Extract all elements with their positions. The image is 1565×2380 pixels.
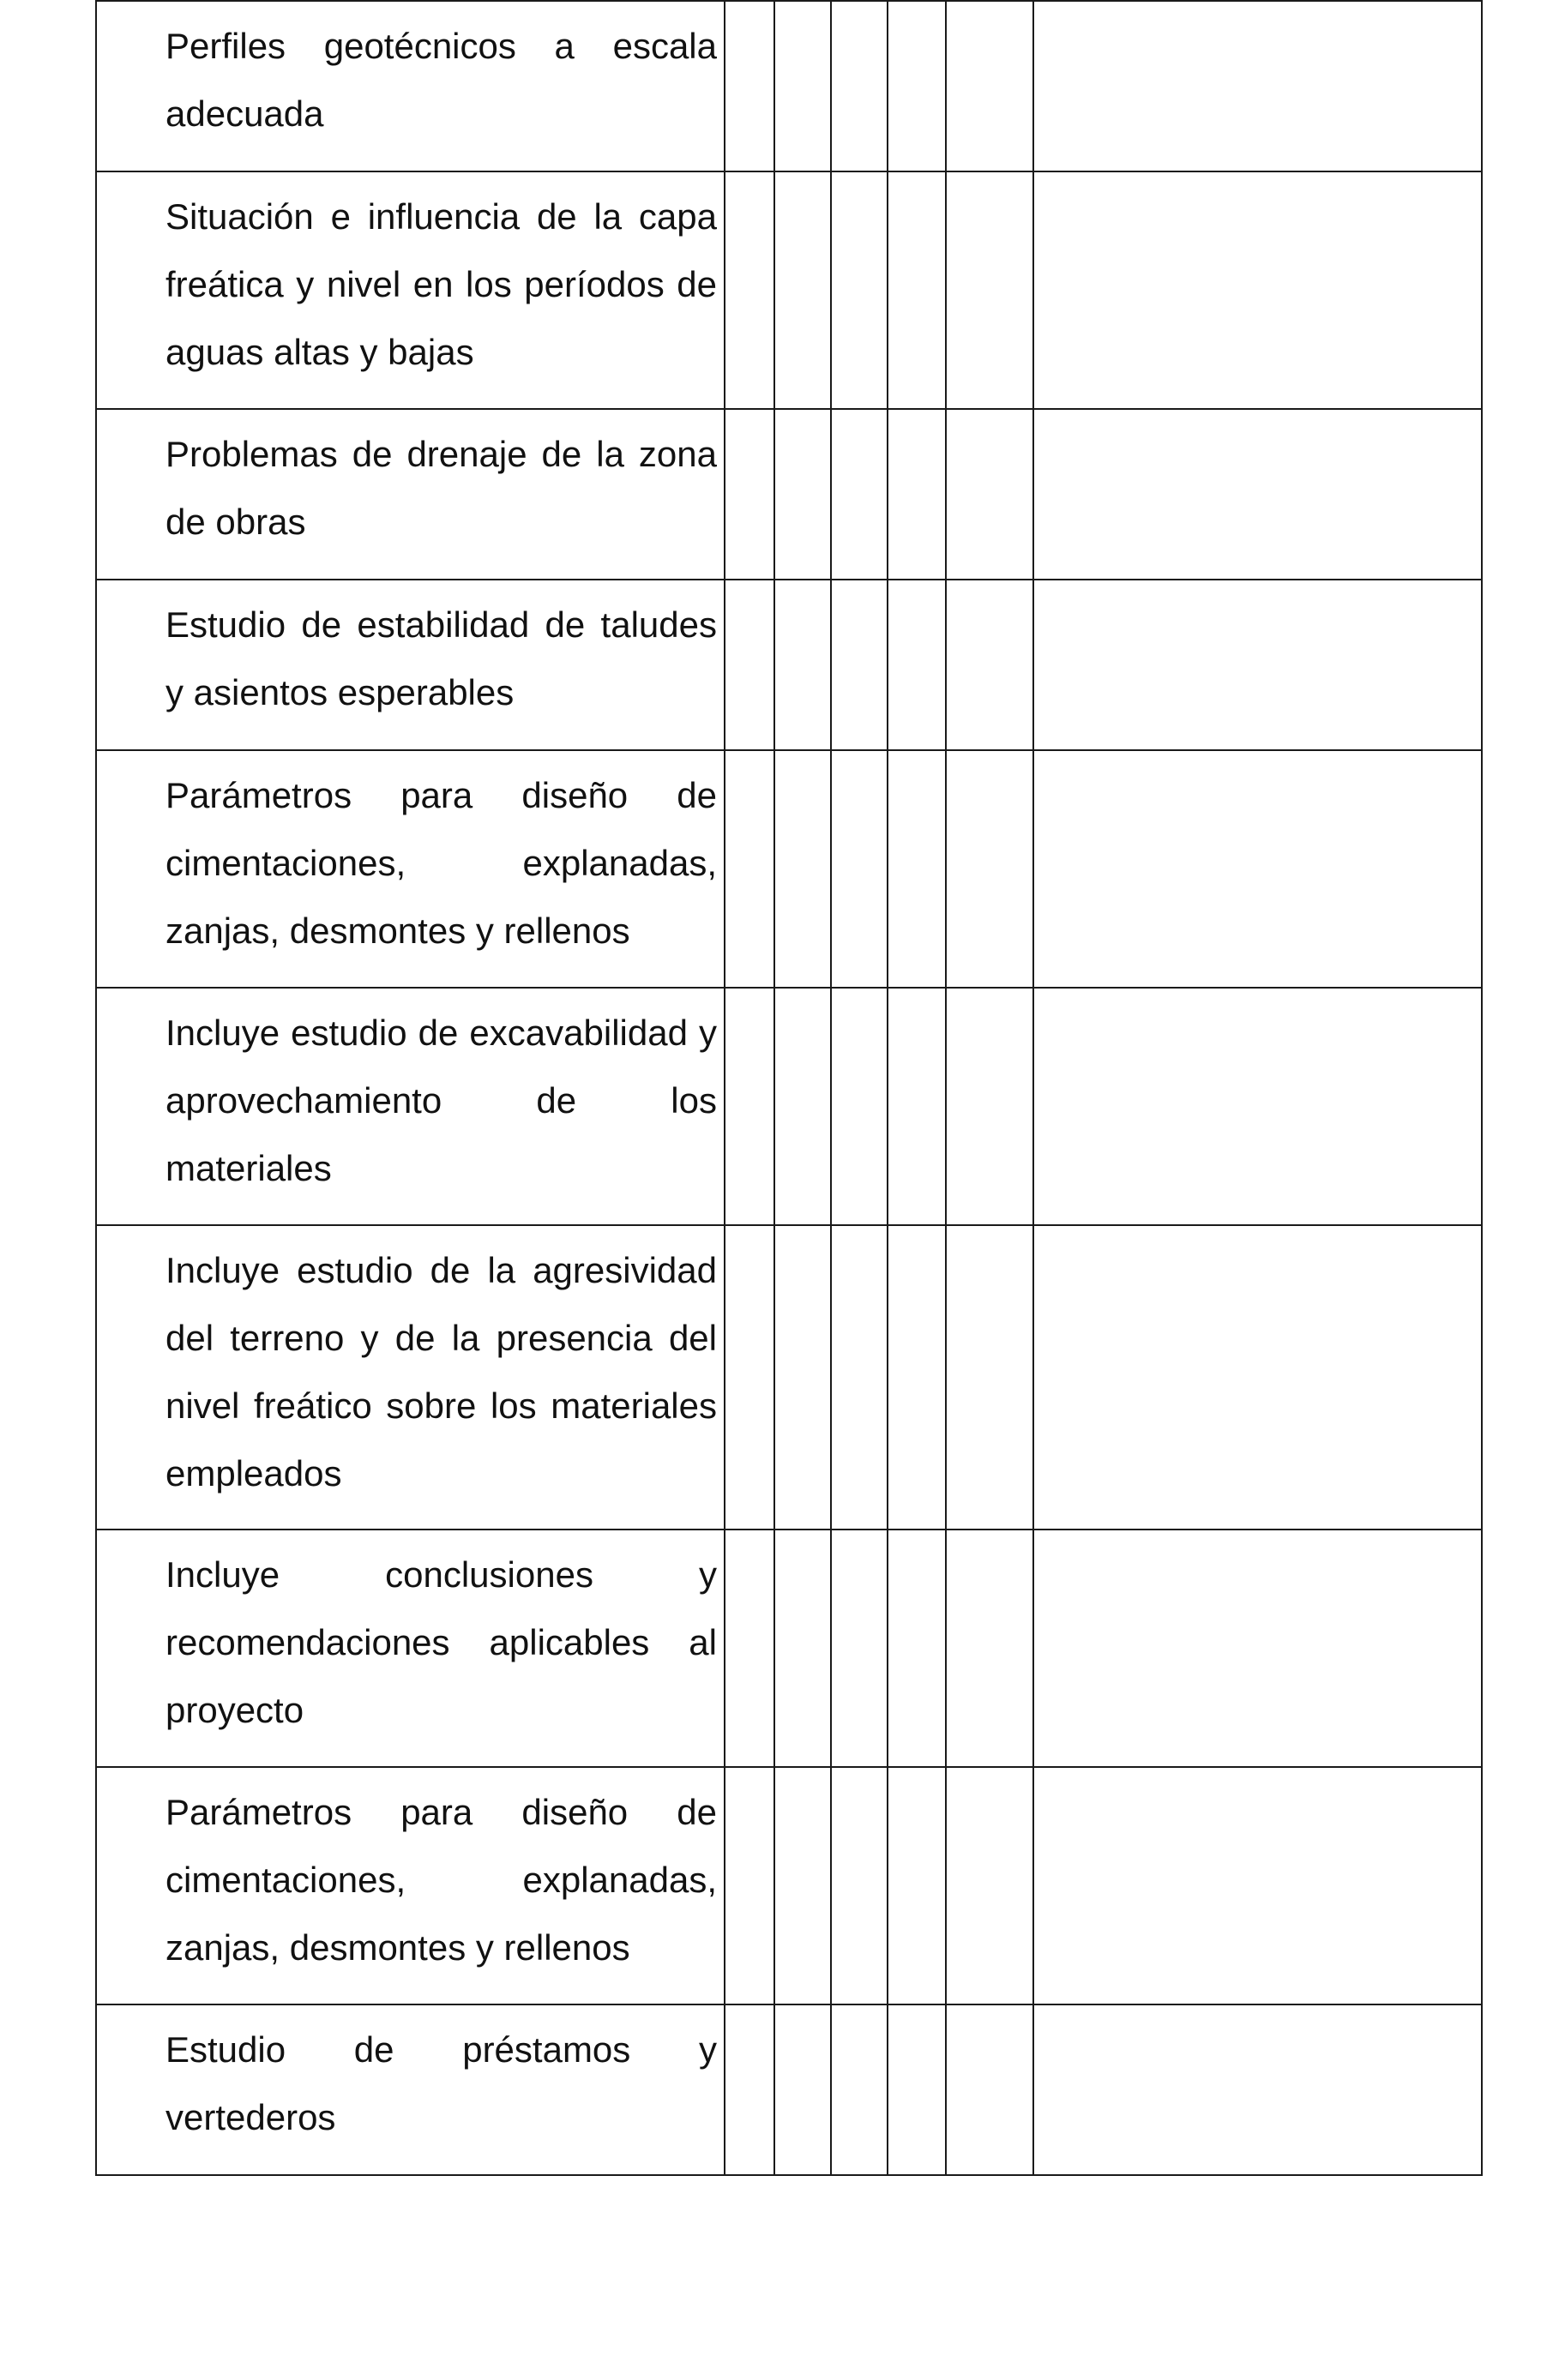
check-cell[interactable]: [774, 750, 831, 988]
item-text: Parámetros para diseño de cimentaciones, explanadas, zanjas, desmontes y rellenos: [166, 1792, 717, 1968]
table-row: [96, 988, 1482, 1225]
table-row: [96, 1767, 1482, 2004]
table-row: [96, 1530, 1482, 1767]
check-cell[interactable]: [946, 1, 1033, 171]
check-cell[interactable]: [946, 1225, 1033, 1530]
check-cell[interactable]: [946, 580, 1033, 750]
check-cell[interactable]: [725, 1530, 774, 1767]
check-cell[interactable]: [946, 2004, 1033, 2175]
item-cell: [96, 988, 725, 1225]
check-cell[interactable]: [725, 171, 774, 409]
check-cell[interactable]: [725, 1225, 774, 1530]
table-row: [96, 1225, 1482, 1530]
check-cell[interactable]: [725, 1767, 774, 2004]
item-cell: [96, 750, 725, 988]
check-cell[interactable]: [888, 409, 946, 580]
item-text: Incluye estudio de excavabilidad y aprovechamiento de los materiales: [166, 1013, 717, 1188]
check-cell[interactable]: [831, 580, 888, 750]
check-cell[interactable]: [831, 409, 888, 580]
check-cell[interactable]: [774, 1530, 831, 1767]
check-cell[interactable]: [774, 988, 831, 1225]
check-cell[interactable]: [888, 1, 946, 171]
observations-cell[interactable]: [1033, 1225, 1482, 1530]
check-cell[interactable]: [774, 171, 831, 409]
observations-cell[interactable]: [1033, 988, 1482, 1225]
check-cell[interactable]: [774, 580, 831, 750]
check-cell[interactable]: [725, 409, 774, 580]
checklist-table: [95, 0, 1483, 2176]
item-cell: [96, 1, 725, 171]
observations-cell[interactable]: [1033, 750, 1482, 988]
check-cell[interactable]: [831, 1, 888, 171]
table-row: [96, 750, 1482, 988]
check-cell[interactable]: [774, 1, 831, 171]
check-cell[interactable]: [831, 988, 888, 1225]
check-cell[interactable]: [774, 2004, 831, 2175]
check-cell[interactable]: [725, 1, 774, 171]
check-cell[interactable]: [831, 1225, 888, 1530]
check-cell[interactable]: [831, 1767, 888, 2004]
table-row: [96, 580, 1482, 750]
observations-cell[interactable]: [1033, 580, 1482, 750]
check-cell[interactable]: [725, 750, 774, 988]
item-text: Problemas de drenaje de la zona de obras: [166, 434, 717, 542]
check-cell[interactable]: [831, 2004, 888, 2175]
item-cell: [96, 1530, 725, 1767]
observations-cell[interactable]: [1033, 1767, 1482, 2004]
observations-cell[interactable]: [1033, 171, 1482, 409]
check-cell[interactable]: [888, 2004, 946, 2175]
check-cell[interactable]: [888, 580, 946, 750]
item-cell: [96, 580, 725, 750]
check-cell[interactable]: [888, 1767, 946, 2004]
check-cell[interactable]: [725, 580, 774, 750]
check-cell[interactable]: [725, 2004, 774, 2175]
item-text: Perfiles geotécnicos a escala adecuada: [166, 26, 717, 134]
check-cell[interactable]: [946, 171, 1033, 409]
check-cell[interactable]: [946, 988, 1033, 1225]
check-cell[interactable]: [946, 750, 1033, 988]
checklist-body: [96, 1, 1482, 2175]
item-text: Estudio de estabilidad de taludes y asientos esperables: [166, 604, 717, 712]
item-cell: [96, 2004, 725, 2175]
check-cell[interactable]: [774, 1767, 831, 2004]
item-text: Situación e influencia de la capa freática y nivel en los períodos de aguas altas y bajas: [166, 196, 717, 372]
check-cell[interactable]: [888, 988, 946, 1225]
item-text: Incluye conclusiones y recomendaciones aplicables al proyecto: [166, 1554, 717, 1730]
check-cell[interactable]: [888, 1225, 946, 1530]
check-cell[interactable]: [946, 1530, 1033, 1767]
check-cell[interactable]: [725, 988, 774, 1225]
table-row: [96, 171, 1482, 409]
table-row: [96, 2004, 1482, 2175]
check-cell[interactable]: [831, 1530, 888, 1767]
observations-cell[interactable]: [1033, 2004, 1482, 2175]
check-cell[interactable]: [946, 1767, 1033, 2004]
item-cell: [96, 1767, 725, 2004]
check-cell[interactable]: [888, 171, 946, 409]
item-cell: [96, 1225, 725, 1530]
item-cell: [96, 171, 725, 409]
observations-cell[interactable]: [1033, 409, 1482, 580]
check-cell[interactable]: [831, 750, 888, 988]
item-text: Parámetros para diseño de cimentaciones, explanadas, zanjas, desmontes y rellenos: [166, 775, 717, 951]
check-cell[interactable]: [774, 1225, 831, 1530]
observations-cell[interactable]: [1033, 1530, 1482, 1767]
check-cell[interactable]: [888, 750, 946, 988]
table-row: [96, 1, 1482, 171]
observations-cell[interactable]: [1033, 1, 1482, 171]
check-cell[interactable]: [946, 409, 1033, 580]
table-row: [96, 409, 1482, 580]
item-cell: [96, 409, 725, 580]
check-cell[interactable]: [831, 171, 888, 409]
item-text: Incluye estudio de la agresividad del terreno y de la presencia del nivel freático sobre los materiales empleados: [166, 1250, 717, 1494]
check-cell[interactable]: [774, 409, 831, 580]
item-text: Estudio de préstamos y vertederos: [166, 2029, 717, 2137]
check-cell[interactable]: [888, 1530, 946, 1767]
